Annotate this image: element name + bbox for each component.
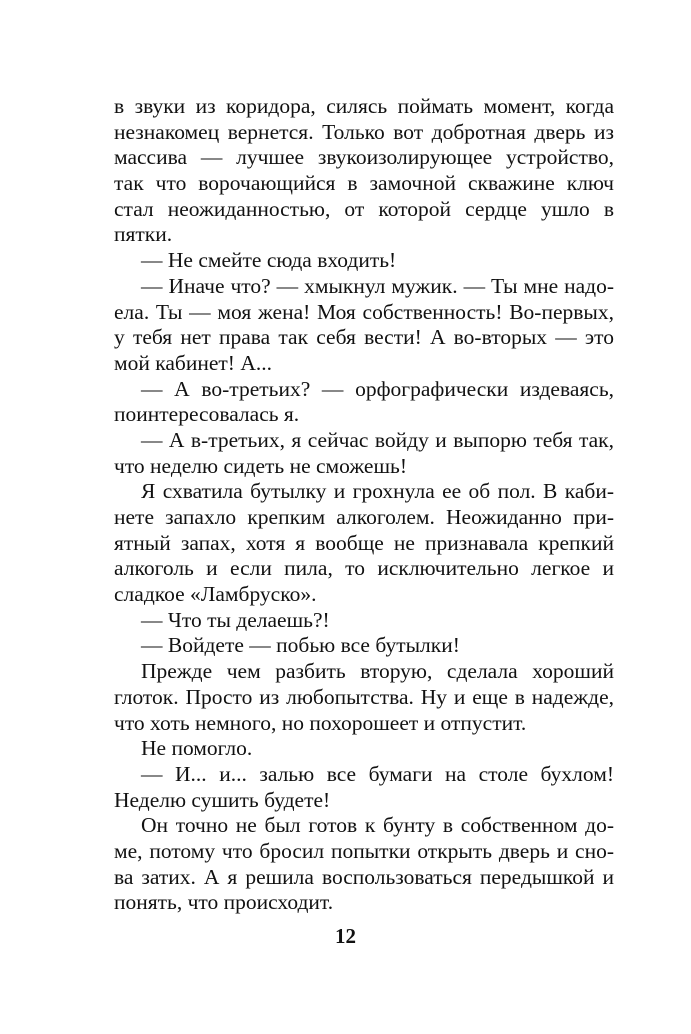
text-line: мой кабинет! А... xyxy=(114,350,272,375)
text-line: алкоголь и если пила, то исключительно легкое и xyxy=(114,556,614,581)
text-line: что хоть немного, но похорошеет и отпустит. xyxy=(114,710,527,735)
text-line: Неделю сушить будете! xyxy=(114,787,331,812)
text-line: стал неожиданностью, от которой сердце ушло в xyxy=(114,196,614,221)
text-line: глоток. Просто из любопытства. Ну и еще в надежде, xyxy=(114,684,614,709)
text-line: что неделю сидеть не сможешь! xyxy=(114,453,407,478)
text-line: Прежде чем разбить вторую, сделала хороший xyxy=(141,659,614,684)
text-line: ела. Ты — моя жена! Моя собственность! Во-первых, xyxy=(114,299,614,324)
body-text xyxy=(114,94,614,916)
text-line: — Не смейте сюда входить! xyxy=(141,248,397,273)
text-line: — Что ты делаешь?! xyxy=(141,607,330,632)
text-line: — И... и... залью все бумаги на столе бухлом! xyxy=(141,761,614,786)
text-line: понять, что происходит. xyxy=(114,890,334,915)
text-line: сладкое «Ламбруско». xyxy=(114,582,317,607)
text-line: — А в-третьих, я сейчас войду и выпорю тебя так, xyxy=(141,427,614,452)
text-line: ва затих. А я решила воспользоваться передышкой и xyxy=(114,864,614,889)
text-line: ме, потому что бросил попытки открыть дверь и сно- xyxy=(114,838,614,863)
text-line: поинтересовалась я. xyxy=(114,402,300,427)
text-line: — А во-третьих? — орфографически издеваясь, xyxy=(141,376,614,401)
text-line: нете запахло крепким алкоголем. Неожиданно при- xyxy=(114,505,614,529)
text-line: пятки. xyxy=(114,222,173,247)
text-line: так что ворочающийся в замочной скважине ключ xyxy=(114,171,614,196)
text-line: Я схватила бутылку и грохнула ее об пол. В каби- xyxy=(141,479,614,504)
text-line: — Войдете — побью все бутылки! xyxy=(141,633,460,658)
text-line: массива — лучшее звукоизолирующее устройство, xyxy=(114,145,614,170)
text-line: в звуки из коридора, силясь поймать момент, когда xyxy=(114,94,614,118)
text-line: у тебя нет права так себя вести! А во-вторых — это xyxy=(114,325,614,350)
page-number: 12 xyxy=(335,924,356,948)
text-line: — Иначе что? — хмыкнул мужик. — Ты мне надо- xyxy=(141,273,614,298)
text-line: Не помогло. xyxy=(141,736,253,761)
text-line: ятный запах, хотя я вообще не признавала крепкий xyxy=(114,530,614,555)
text-line: незнакомец вернется. Только вот добротная дверь из xyxy=(114,119,614,144)
text-line: Он точно не был готов к бунту в собственном до- xyxy=(141,813,614,838)
